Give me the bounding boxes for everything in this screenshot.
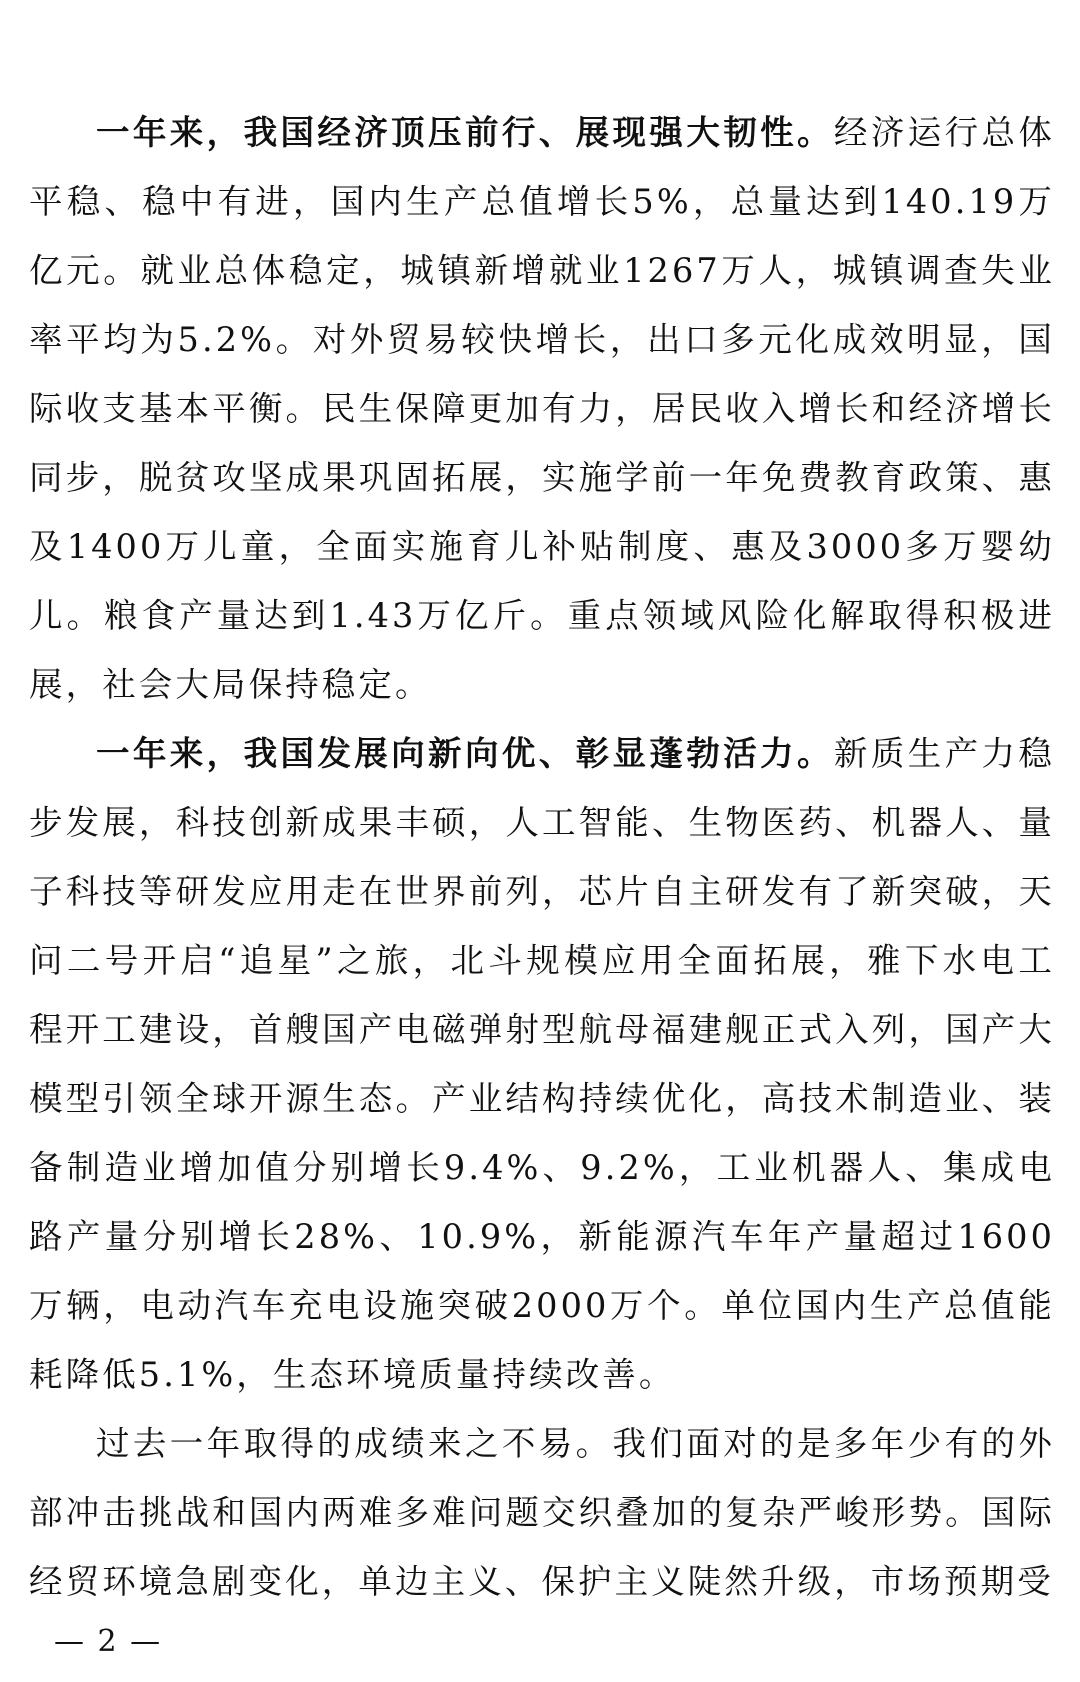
page-number: — 2 —	[54, 1624, 163, 1659]
paragraph-body: 过去一年取得的成绩来之不易。我们面对的是多年少有的外部冲击挑战和国内两难多难问题交织叠加的复杂严峻形势。国际经贸环境急剧变化，单边主义、保护主义陡然升级，市场预期受	[29, 1424, 1055, 1601]
paragraph-body: 新质生产力稳步发展，科技创新成果丰硕，人工智能、生物医药、机器人、量子科技等研发应用走在世界前列，芯片自主研发有了新突破，天问二号开启“追星”之旅，北斗规模应用全面拓展，雅下水电工程开工建设，首艘国产电磁弹射型航母福建舰正式入列，国产大模型引领全球开源生态。产业结构持续优化，高技术制造业、装备制造业增加值分别增长9.4%、9.2%，工业机器人、集成电路产量分别增长28%、10.9%，新能源汽车年产量超过1600万辆，电动汽车充电设施突破2000万个。单位国内生产总值能耗降低5.1%，生态环境质量持续改善。	[29, 734, 1055, 1394]
paragraph-development	[29, 719, 1055, 1409]
paragraph-body: 经济运行总体平稳、稳中有进，国内生产总值增长5%，总量达到140.19万亿元。就业总体稳定，城镇新增就业1267万人，城镇调查失业率平均为5.2%。对外贸易较快增长，出口多元化成效明显，国际收支基本平衡。民生保障更加有力，居民收入增长和经济增长同步，脱贫攻坚成果巩固拓展，实施学前一年免费教育政策、惠及1400万儿童，全面实施育儿补贴制度、惠及3000多万婴幼儿。粮食产量达到1.43万亿斤。重点领域风险化解取得积极进展，社会大局保持稳定。	[29, 113, 1055, 704]
paragraph-economy	[29, 98, 1055, 719]
paragraph-lead: 一年来，我国发展向新向优、彰显蓬勃活力。	[96, 734, 834, 773]
paragraph-lead: 一年来，我国经济顶压前行、展现强大韧性。	[96, 113, 834, 152]
paragraph-achievements	[29, 1409, 1055, 1616]
